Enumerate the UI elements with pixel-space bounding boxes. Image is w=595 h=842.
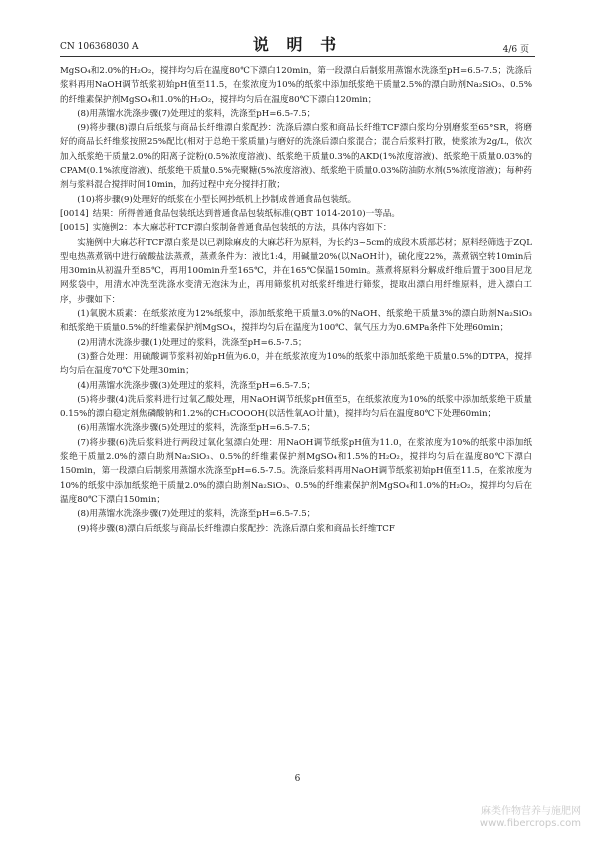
paragraph: (2)用清水洗涤步骤(1)处理过的浆料，洗涤至pH=6.5-7.5； xyxy=(77,337,307,348)
paragraph: (9)将步骤(8)漂白后纸浆与商品长纤维漂白浆配抄：洗涤后漂白浆和商品长纤维TCF漂白浆均分别磨浆至65°SR，将磨好的商品长纤维浆按照25%配比(相对于总绝干浆质量)与磨好的洗涤后漂白浆混合；混合后浆料打散，使浆浓为2g/L，依次加入纸浆绝干质量2.0%的阳离子淀粉(0.5%浓度溶液)、纸浆绝干质量0.3%的AKD(1%浓度溶液)、纸浆绝干质量0.03%的CPAM(0.1%浓度溶液)、纸浆绝干质量0.5%壳聚糖(5%浓度溶液)、纸浆绝干质量0.03%防油防水剂(5%浓度溶液)；每种药剂与浆料混合搅拌时间10min，加药过程中充分搅拌打散； xyxy=(60,123,532,191)
paragraph-text: 实施例2：本大麻芯秆TCF漂白浆制备普通食品包装纸的方法，具体内容如下： xyxy=(92,223,392,234)
page-counter: 4/6 页 xyxy=(502,45,529,55)
header-divider xyxy=(60,56,535,57)
paragraph: (8)用蒸馏水洗涤步骤(7)处理过的浆料，洗涤至pH=6.5-7.5； xyxy=(77,108,316,119)
paragraph: (5)将步骤(4)洗后浆料进行过氧乙酸处理，用NaOH调节纸浆pH值至5，在纸浆浓度为10%的纸浆中添加纸浆绝干质量0.15%的漂白稳定剂焦磷酸钠和1.2%的CH₃COOOH(以活性氧AO计量)，搅拌均匀后在温度80℃下处理60min； xyxy=(60,394,532,420)
paragraph: (9)将步骤(8)漂白后纸浆与商品长纤维漂白浆配抄：洗涤后漂白浆和商品长纤维TCF xyxy=(77,523,395,534)
watermark xyxy=(480,806,581,830)
paragraph: (6)用蒸馏水洗涤步骤(5)处理过的浆料，洗涤至pH=6.5-7.5； xyxy=(77,423,316,434)
document-body xyxy=(60,64,532,764)
paragraph: 实施例中大麻芯秆TCF漂白浆是以已剥除麻皮的大麻芯秆为原料，为长约3~5cm的成段木质部芯材；原料经筛选于ZQL型电热蒸煮锅中进行硫酸盐法蒸煮，蒸煮条件为：液比1:4，用碱量20%(以NaOH计)，硫化度22%，蒸煮锅空转10min后用30min从初温升至85℃，再用100min升至165℃，并在165℃保温150min。蒸煮将原料分解成纤维后置于300目尼龙网浆袋中，用清水冲洗至洗涤水变清无泡沫为止，再用筛浆机对纸浆纤维进行筛浆，提取出漂白用纤维原料，进入漂白工序，步骤如下： xyxy=(60,237,532,305)
patent-number: CN 106368030 A xyxy=(60,42,139,52)
paragraph-tag: [0014] xyxy=(60,208,89,219)
watermark-title: 麻类作物营养与施肥网 xyxy=(481,806,581,817)
paragraph: (8)用蒸馏水洗涤步骤(7)处理过的浆料，洗涤至pH=6.5-7.5； xyxy=(77,509,316,520)
page-title: 说 明 书 xyxy=(252,35,343,54)
paragraph: MgSO₄和2.0%的H₂O₂，搅拌均匀后在温度80℃下漂白120min，第一段漂白后制浆用蒸馏水洗涤至pH=6.5-7.5；洗涤后浆料再用NaOH调节纸浆初始pH值至11.5，在浆浓度为10%的纸浆中添加纸浆绝干质量2.5%的漂白助剂Na₂SiO₃、0.5%的纤维素保护剂MgSO₄和1.0%的H₂O₂，搅拌均匀后在温度80℃下漂白120min； xyxy=(60,66,532,105)
paragraph-text: 结果：所得普通食品包装纸达到普通食品包装纸标准(QBT 1014-2010)一等品。 xyxy=(92,208,400,219)
paragraph-tag: [0015] xyxy=(60,223,89,234)
page-number: 6 xyxy=(294,774,301,784)
paragraph-0014 xyxy=(60,207,532,221)
paragraph: (10)将步骤(9)处理好的纸浆在小型长网抄纸机上抄制成普通食品包装纸。 xyxy=(77,194,357,205)
paragraph: (3)螯合处理：用硫酸调节浆料初始pH值为6.0，并在纸浆浓度为10%的纸浆中添加纸浆绝干质量0.5%的DTPA，搅拌均匀后在温度70℃下处理30min； xyxy=(60,351,532,377)
paragraph-0015 xyxy=(60,221,532,235)
paragraph: (1)氧脱木质素：在纸浆浓度为12%纸浆中，添加纸浆绝干质量3.0%的NaOH、纸浆绝干质量3%的漂白助剂Na₂SiO₃和纸浆绝干质量0.5%的纤维素保护剂MgSO₄，搅拌均匀后在温度为100℃、氧气压力为0.6MPa条件下处理60min； xyxy=(60,309,532,334)
paragraph: (4)用蒸馏水洗涤步骤(3)处理过的浆料，洗涤至pH=6.5-7.5； xyxy=(77,380,316,391)
page-header xyxy=(0,0,595,60)
paragraph: (7)将步骤(6)洗后浆料进行两段过氧化氢漂白处理：用NaOH调节纸浆pH值为11.0，在浆浓度为10%的纸浆中添加纸浆绝干质量2.0%的漂白助剂Na₂SiO₃、0.5%的纤维素保护剂MgSO₄和1.5%的H₂O₂，搅拌均匀后在温度80℃下漂白150min，第一段漂白后制浆用蒸馏水洗涤至pH=6.5-7.5。洗涤后浆料再用NaOH调节纸浆初始pH值至11.5，在浆浓度为10%的纸浆中添加纸浆绝干质量2.0%的漂白助剂Na₂SiO₃、0.5%的纤维素保护剂MgSO₄和1.0%的H₂O₂，搅拌均匀后在温度80℃下漂白150min； xyxy=(60,437,532,505)
watermark-url: www.fibercrops.com xyxy=(479,818,581,829)
